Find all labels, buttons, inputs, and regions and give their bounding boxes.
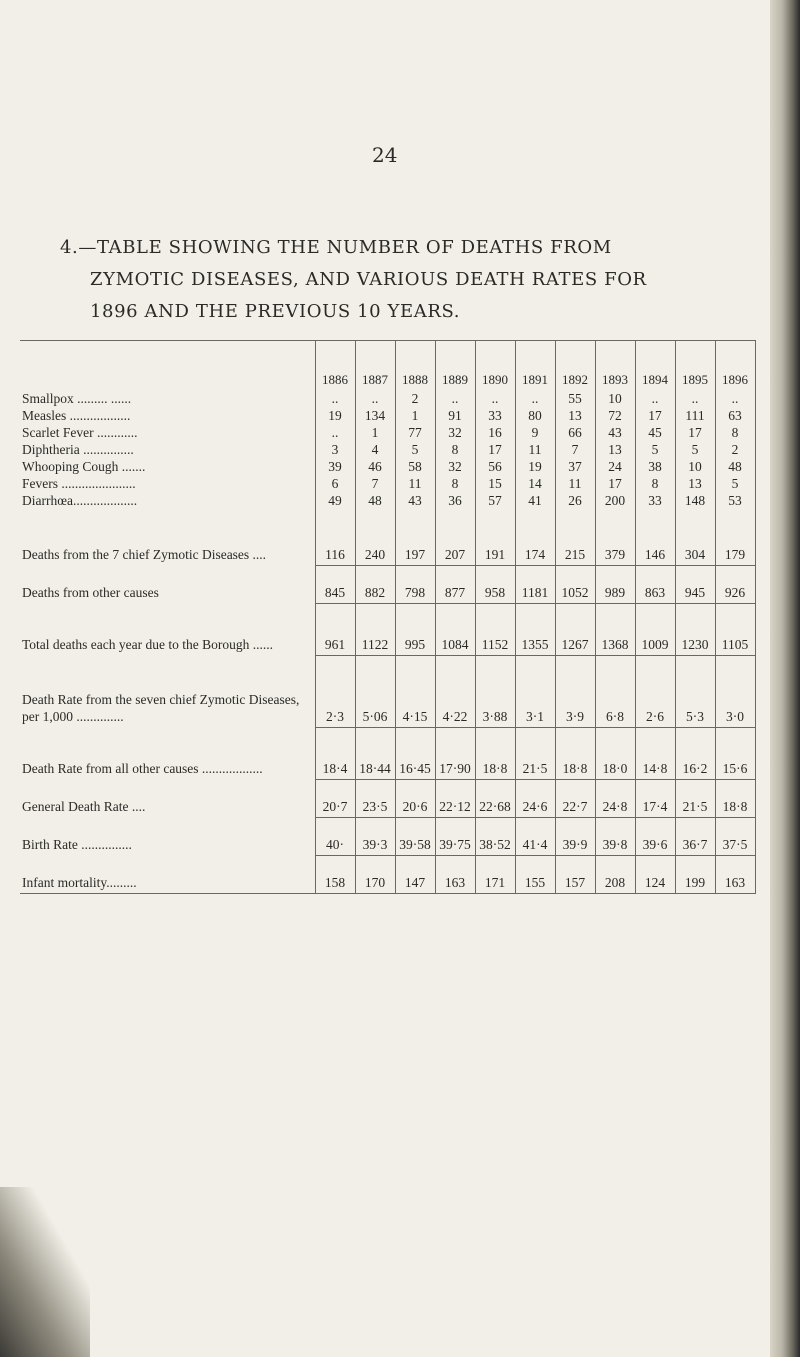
row-label: Infant mortality......... <box>20 855 315 893</box>
table-row <box>20 407 755 424</box>
table-cell: 158 <box>315 855 355 893</box>
year-header: 1896 <box>715 341 755 391</box>
year-header: 1889 <box>435 341 475 391</box>
table-cell: 14·8 <box>635 727 675 779</box>
table-row <box>20 475 755 492</box>
table-cell: 961 <box>315 603 355 655</box>
table-cell: 2·3 <box>315 655 355 727</box>
year-header: 1891 <box>515 341 555 391</box>
row-label: Birth Rate ............... <box>20 817 315 855</box>
table-cell: 39·6 <box>635 817 675 855</box>
table-cell: 798 <box>395 565 435 603</box>
table-cell: 22·7 <box>555 779 595 817</box>
table-cell: 163 <box>715 855 755 893</box>
table-cell: 124 <box>635 855 675 893</box>
table-cell: 208 <box>595 855 635 893</box>
table-cell: 3·88 <box>475 655 515 727</box>
table-cell: 46 <box>355 458 395 475</box>
table-cell: 18·8 <box>555 727 595 779</box>
table-cell: 43 <box>595 424 635 441</box>
table-cell: 8 <box>435 441 475 458</box>
table-cell: 10 <box>595 390 635 407</box>
table-cell: 16·2 <box>675 727 715 779</box>
table-cell: 179 <box>715 513 755 565</box>
table-cell: .. <box>675 390 715 407</box>
table-cell: 17·90 <box>435 727 475 779</box>
table-cell: 18·8 <box>715 779 755 817</box>
table-cell: 6·8 <box>595 655 635 727</box>
year-header-row <box>20 341 755 391</box>
table-cell: 66 <box>555 424 595 441</box>
table-cell: 5·06 <box>355 655 395 727</box>
table-cell: 379 <box>595 513 635 565</box>
table-row <box>20 424 755 441</box>
table-cell: 989 <box>595 565 635 603</box>
table-cell: 4·15 <box>395 655 435 727</box>
table-cell: 1084 <box>435 603 475 655</box>
table-cell: 39·3 <box>355 817 395 855</box>
row-label: Whooping Cough ....... <box>20 458 315 475</box>
table-cell: 945 <box>675 565 715 603</box>
table-row <box>20 779 755 817</box>
table-cell: 57 <box>475 492 515 513</box>
year-header: 1893 <box>595 341 635 391</box>
table-cell: 2·6 <box>635 655 675 727</box>
page-corner-shadow <box>0 1187 90 1357</box>
table-cell: 8 <box>635 475 675 492</box>
table-cell: 2 <box>395 390 435 407</box>
title-line-1: 4.—TABLE SHOWING THE NUMBER OF DEATHS FROM <box>60 237 612 258</box>
table-cell: 45 <box>635 424 675 441</box>
table-cell: 56 <box>475 458 515 475</box>
table-row <box>20 655 755 727</box>
table-cell: 9 <box>515 424 555 441</box>
row-label: General Death Rate .... <box>20 779 315 817</box>
table-row <box>20 441 755 458</box>
table-cell: 13 <box>595 441 635 458</box>
table-cell: 7 <box>555 441 595 458</box>
table-cell: 197 <box>395 513 435 565</box>
table-cell: 3·0 <box>715 655 755 727</box>
table-cell: 41·4 <box>515 817 555 855</box>
table-cell: 80 <box>515 407 555 424</box>
table-cell: 1181 <box>515 565 555 603</box>
table-cell: 37 <box>555 458 595 475</box>
table-cell: 1267 <box>555 603 595 655</box>
table-cell: 77 <box>395 424 435 441</box>
table-cell: 63 <box>715 407 755 424</box>
table-cell: 39·8 <box>595 817 635 855</box>
table-cell: 111 <box>675 407 715 424</box>
table-cell: 1122 <box>355 603 395 655</box>
table-cell: 4·22 <box>435 655 475 727</box>
page-number: 24 <box>372 143 398 167</box>
row-label: Death Rate from the seven chief Zymotic Diseases, per 1,000 .............. <box>20 655 315 727</box>
table-cell: 157 <box>555 855 595 893</box>
table-cell: 22·68 <box>475 779 515 817</box>
table-cell: 5 <box>635 441 675 458</box>
table-cell: 38 <box>635 458 675 475</box>
table-cell: 134 <box>355 407 395 424</box>
table-row <box>20 513 755 565</box>
book-spine-edge <box>770 0 800 1357</box>
table-cell: 863 <box>635 565 675 603</box>
table-cell: .. <box>515 390 555 407</box>
table-cell: 6 <box>315 475 355 492</box>
year-header: 1895 <box>675 341 715 391</box>
table-cell: 882 <box>355 565 395 603</box>
table-cell: 171 <box>475 855 515 893</box>
table-cell: 1052 <box>555 565 595 603</box>
table-cell: 55 <box>555 390 595 407</box>
table-cell: 13 <box>675 475 715 492</box>
table-cell: 13 <box>555 407 595 424</box>
table-cell: 17 <box>635 407 675 424</box>
row-label: Fevers ...................... <box>20 475 315 492</box>
table-cell: 926 <box>715 565 755 603</box>
table-cell: 1230 <box>675 603 715 655</box>
year-header: 1886 <box>315 341 355 391</box>
table-cell: .. <box>355 390 395 407</box>
table-cell: 49 <box>315 492 355 513</box>
table-cell: 7 <box>355 475 395 492</box>
table-cell: 24 <box>595 458 635 475</box>
table-cell: 18·8 <box>475 727 515 779</box>
row-label: Smallpox ......... ...... <box>20 390 315 407</box>
table-cell: 24·8 <box>595 779 635 817</box>
row-label: Deaths from other causes <box>20 565 315 603</box>
table-cell: .. <box>715 390 755 407</box>
table-cell: .. <box>475 390 515 407</box>
year-header: 1887 <box>355 341 395 391</box>
table-cell: 1152 <box>475 603 515 655</box>
table-cell: 19 <box>515 458 555 475</box>
table-cell: 48 <box>715 458 755 475</box>
table-cell: .. <box>635 390 675 407</box>
year-header: 1890 <box>475 341 515 391</box>
table-cell: 995 <box>395 603 435 655</box>
table-cell: 5 <box>675 441 715 458</box>
table-cell: 15·6 <box>715 727 755 779</box>
table-cell: 37·5 <box>715 817 755 855</box>
table-cell: 39·9 <box>555 817 595 855</box>
table-cell: 32 <box>435 424 475 441</box>
table-cell: 48 <box>355 492 395 513</box>
table-cell: 24·6 <box>515 779 555 817</box>
table-cell: 1105 <box>715 603 755 655</box>
table-row <box>20 727 755 779</box>
row-label: Measles .................. <box>20 407 315 424</box>
row-label: Death Rate from all other causes .................. <box>20 727 315 779</box>
header-corner <box>20 341 315 391</box>
table-cell: 18·44 <box>355 727 395 779</box>
table-cell: 17 <box>675 424 715 441</box>
table-cell: 20·6 <box>395 779 435 817</box>
table-cell: 22·12 <box>435 779 475 817</box>
table-row <box>20 855 755 893</box>
table-cell: 26 <box>555 492 595 513</box>
table-row <box>20 817 755 855</box>
year-header: 1892 <box>555 341 595 391</box>
table-cell: 155 <box>515 855 555 893</box>
table-cell: 36 <box>435 492 475 513</box>
table-cell: 5 <box>715 475 755 492</box>
table-cell: 3 <box>315 441 355 458</box>
table-cell: 215 <box>555 513 595 565</box>
table-cell: 304 <box>675 513 715 565</box>
title-line-3: 1896 AND THE PREVIOUS 10 YEARS. <box>90 301 461 322</box>
table-cell: 148 <box>675 492 715 513</box>
table-cell: 21·5 <box>675 779 715 817</box>
table-cell: 23·5 <box>355 779 395 817</box>
table-cell: 53 <box>715 492 755 513</box>
table-cell: 8 <box>715 424 755 441</box>
table-cell: 33 <box>635 492 675 513</box>
table-cell: 17·4 <box>635 779 675 817</box>
row-label: Scarlet Fever ............ <box>20 424 315 441</box>
table-cell: 958 <box>475 565 515 603</box>
table-cell: 1 <box>355 424 395 441</box>
table-cell: 18·0 <box>595 727 635 779</box>
table-title <box>60 232 760 328</box>
table-cell: 18·4 <box>315 727 355 779</box>
row-label: Deaths from the 7 chief Zymotic Diseases .... <box>20 513 315 565</box>
title-line-2: ZYMOTIC DISEASES, AND VARIOUS DEATH RATES FOR <box>90 269 647 290</box>
table-cell: 39·75 <box>435 817 475 855</box>
row-label: Diphtheria ............... <box>20 441 315 458</box>
table-cell: 207 <box>435 513 475 565</box>
table-cell: .. <box>315 390 355 407</box>
table-cell: 1 <box>395 407 435 424</box>
table-cell: 41 <box>515 492 555 513</box>
table-cell: 91 <box>435 407 475 424</box>
table-cell: 17 <box>475 441 515 458</box>
table-cell: 16·45 <box>395 727 435 779</box>
table-cell: 3·9 <box>555 655 595 727</box>
table-cell: 3·1 <box>515 655 555 727</box>
table-cell: 40· <box>315 817 355 855</box>
year-header: 1894 <box>635 341 675 391</box>
table-cell: 170 <box>355 855 395 893</box>
table-cell: .. <box>315 424 355 441</box>
table-cell: 43 <box>395 492 435 513</box>
table-cell: 10 <box>675 458 715 475</box>
table-cell: 1368 <box>595 603 635 655</box>
table-cell: 240 <box>355 513 395 565</box>
table-cell: 11 <box>395 475 435 492</box>
table-cell: 199 <box>675 855 715 893</box>
table-cell: 19 <box>315 407 355 424</box>
table-cell: 72 <box>595 407 635 424</box>
table-cell: 8 <box>435 475 475 492</box>
table-cell: 4 <box>355 441 395 458</box>
table-cell: 36·7 <box>675 817 715 855</box>
table-cell: 845 <box>315 565 355 603</box>
table-cell: 1355 <box>515 603 555 655</box>
table-row <box>20 390 755 407</box>
table-cell: 33 <box>475 407 515 424</box>
table-cell: 32 <box>435 458 475 475</box>
table-cell: 146 <box>635 513 675 565</box>
deaths-table <box>20 340 756 894</box>
table-cell: 11 <box>515 441 555 458</box>
table-cell: 58 <box>395 458 435 475</box>
table-cell: 21·5 <box>515 727 555 779</box>
table-row <box>20 458 755 475</box>
table-cell: 163 <box>435 855 475 893</box>
table-cell: 39·58 <box>395 817 435 855</box>
table-cell: 116 <box>315 513 355 565</box>
table-row <box>20 603 755 655</box>
table-cell: 5·3 <box>675 655 715 727</box>
table-cell: 877 <box>435 565 475 603</box>
table-row <box>20 565 755 603</box>
row-label: Total deaths each year due to the Borough ...... <box>20 603 315 655</box>
table-cell: 16 <box>475 424 515 441</box>
year-header: 1888 <box>395 341 435 391</box>
table-cell: 14 <box>515 475 555 492</box>
table-cell: 147 <box>395 855 435 893</box>
table-cell: 200 <box>595 492 635 513</box>
row-label: Diarrhœa................... <box>20 492 315 513</box>
table-cell: 5 <box>395 441 435 458</box>
table-row <box>20 492 755 513</box>
table-cell: 38·52 <box>475 817 515 855</box>
table-cell: 2 <box>715 441 755 458</box>
table-cell: 191 <box>475 513 515 565</box>
table-cell: 15 <box>475 475 515 492</box>
table-cell: 39 <box>315 458 355 475</box>
table-cell: 11 <box>555 475 595 492</box>
table-cell: 174 <box>515 513 555 565</box>
table-cell: .. <box>435 390 475 407</box>
table-cell: 17 <box>595 475 635 492</box>
table-cell: 20·7 <box>315 779 355 817</box>
table-cell: 1009 <box>635 603 675 655</box>
